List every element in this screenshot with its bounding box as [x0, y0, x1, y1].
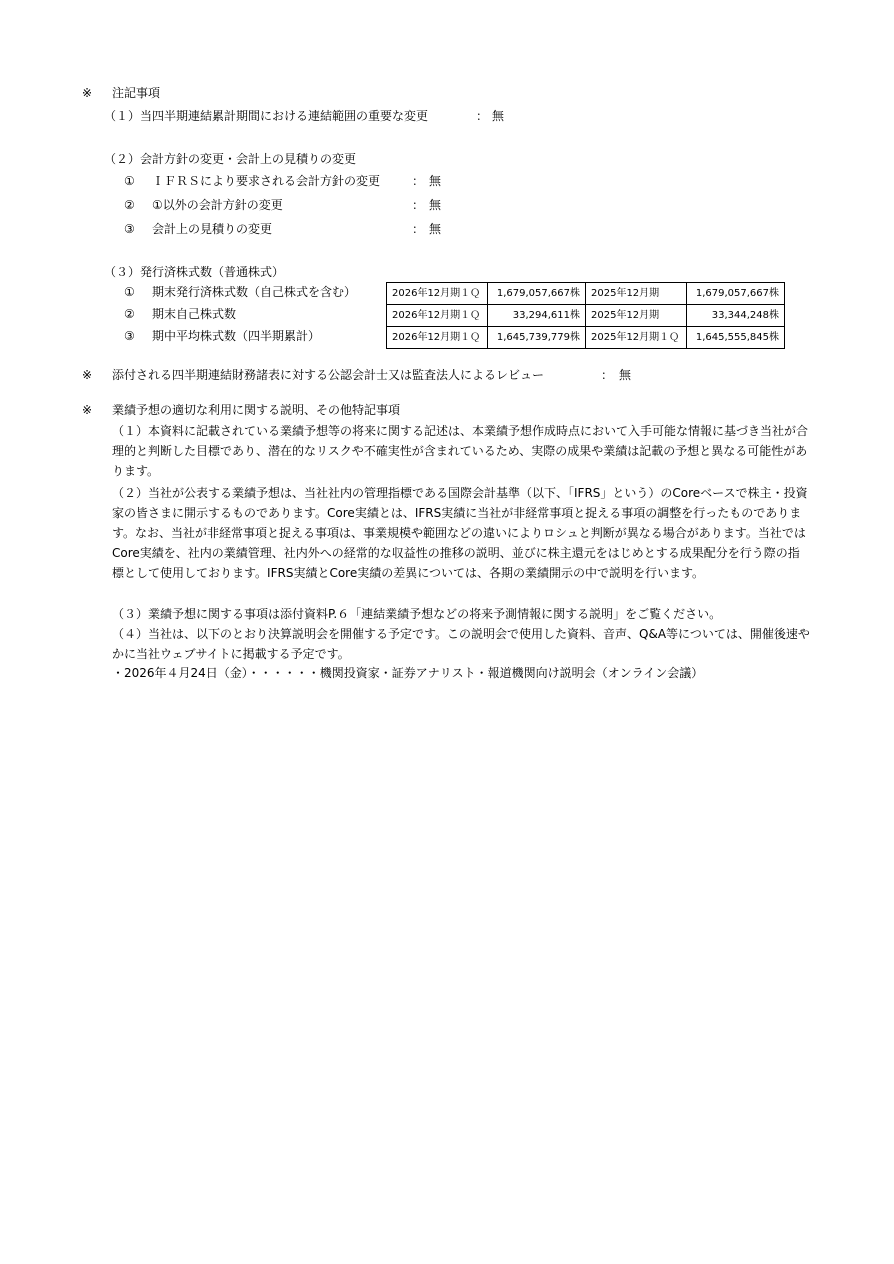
- value-cell: 1,645,555,845株: [687, 327, 785, 349]
- item3-row3-num: ③: [124, 329, 135, 343]
- forecast-title: 業績予想の適切な利用に関する説明、その他特記事項: [112, 403, 401, 417]
- forecast-paragraph-4: （４）当社は、以下のとおり決算説明会を開催する予定です。この説明会で使用した資料、音声、Q&A等については、開催後速やかに当社ウェブサイトに掲載する予定です。: [112, 627, 810, 661]
- item3-label: （３）発行済株式数（普通株式）: [104, 265, 285, 279]
- table-row: [387, 305, 785, 327]
- item2-sub3-label: 会計上の見積りの変更: [152, 222, 273, 236]
- forecast-event: ・2026年４月24日（金）・・・・・・機関投資家・証券アナリスト・報道機関向け説明会（オンライン会議）: [112, 666, 704, 680]
- review-value: 無: [619, 368, 632, 382]
- item3-row2-label: 期末自己株式数: [152, 307, 237, 321]
- item3-row2-num: ②: [124, 307, 135, 321]
- item1-label: （１）当四半期連結累計期間における連結範囲の重要な変更: [104, 109, 429, 123]
- value-cell: 33,344,248株: [687, 305, 785, 327]
- period-cell: 2025年12月期: [586, 305, 687, 327]
- period-cell: 2026年12月期１Ｑ: [387, 283, 488, 305]
- item3-row1-num: ①: [124, 285, 135, 299]
- forecast-paragraph-3: （３）業績予想に関する事項は添付資料P.６「連結業績予想などの将来予測情報に関する説明」をご覧ください。: [112, 607, 722, 621]
- value-cell: 1,679,057,667株: [488, 283, 586, 305]
- review-sep: ：: [601, 368, 614, 382]
- review-marker: ※: [82, 368, 93, 382]
- period-cell: 2025年12月期１Ｑ: [586, 327, 687, 349]
- value-cell: 1,645,739,779株: [488, 327, 586, 349]
- forecast-paragraph-1: （１）本資料に記載されている業績予想等の将来に関する記述は、本業績予想作成時点において入手可能な情報に基づき当社が合理的と判断した目標であり、潜在的なリスクや不確実性が含まれているため、実際の成果や業績は記載の予想と異なる可能性があります。: [112, 424, 809, 478]
- item2-sub2-value: 無: [429, 198, 442, 212]
- item2-sub2-label: ①以外の会計方針の変更: [152, 198, 283, 212]
- item2-sub3-num: ③: [124, 222, 135, 236]
- review-label: 添付される四半期連結財務諸表に対する公認会計士又は監査法人によるレビュー: [112, 368, 545, 382]
- item2-sub3-value: 無: [429, 222, 442, 236]
- value-cell: 1,679,057,667株: [687, 283, 785, 305]
- item2-sub1-value: 無: [429, 174, 442, 188]
- item3-row3-label: 期中平均株式数（四半期累計）: [152, 329, 321, 343]
- forecast-marker: ※: [82, 403, 93, 417]
- item3-row1-label: 期末発行済株式数（自己株式を含む）: [152, 285, 357, 299]
- item2-sub1-num: ①: [124, 174, 135, 188]
- item2-sub3-sep: ：: [412, 222, 425, 236]
- notes-marker: ※: [82, 86, 93, 100]
- period-cell: 2026年12月期１Ｑ: [387, 305, 488, 327]
- forecast-paragraph-2: （２）当社が公表する業績予想は、当社社内の管理指標である国際会計基準（以下、「IFRS」という）のCoreベースで株主・投資家の皆さまに開示するものであります。Core実績とは、IFRS実績に当社が非経常事項と捉える事項の調整を行ったものであります。なお、当社が非経常事項と捉える事項は、事業規模や範囲などの違いによりロシュと判断が異なる場合があります。当社ではCore実績を、社内の業績管理、社内外への経常的な収益性の推移の説明、並びに株主還元をはじめとする成果配分を行う際の指標として使用しております。IFRS実績とCore実績の差異については、各期の業績開示の中で説明を行います。: [112, 486, 808, 580]
- item1-sep: ：: [476, 109, 489, 123]
- item2-label: （２）会計方針の変更・会計上の見積りの変更: [104, 152, 357, 166]
- shares-table: [386, 282, 785, 349]
- item2-sub2-sep: ：: [412, 198, 425, 212]
- value-cell: 33,294,611株: [488, 305, 586, 327]
- item2-sub2-num: ②: [124, 198, 135, 212]
- table-row: [387, 283, 785, 305]
- notes-title: 注記事項: [112, 86, 161, 100]
- item2-sub1-label: ＩＦＲＳにより要求される会計方針の変更: [152, 174, 381, 188]
- item2-sub1-sep: ：: [412, 174, 425, 188]
- table-row: [387, 327, 785, 349]
- item1-value: 無: [492, 109, 505, 123]
- period-cell: 2026年12月期１Ｑ: [387, 327, 488, 349]
- period-cell: 2025年12月期: [586, 283, 687, 305]
